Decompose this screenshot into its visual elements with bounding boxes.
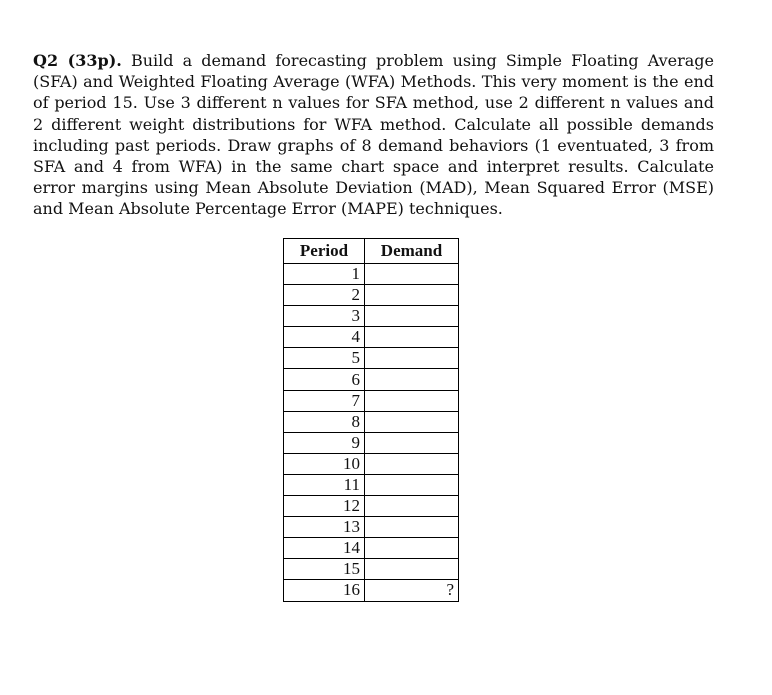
period-cell: 9 xyxy=(284,432,365,453)
table-header-row xyxy=(284,239,459,264)
period-cell: 3 xyxy=(284,306,365,327)
table-row xyxy=(284,390,459,411)
demand-cell xyxy=(365,306,459,327)
period-cell: 6 xyxy=(284,369,365,390)
demand-cell xyxy=(365,348,459,369)
table-row xyxy=(284,559,459,580)
period-cell: 10 xyxy=(284,453,365,474)
table-row xyxy=(284,285,459,306)
demand-cell xyxy=(365,411,459,432)
table-row xyxy=(284,496,459,517)
table-row xyxy=(284,474,459,495)
demand-cell xyxy=(365,496,459,517)
demand-cell: ? xyxy=(365,580,459,601)
period-cell: 13 xyxy=(284,517,365,538)
demand-cell xyxy=(365,538,459,559)
demand-cell xyxy=(365,474,459,495)
demand-cell xyxy=(365,285,459,306)
period-cell: 15 xyxy=(284,559,365,580)
demand-cell xyxy=(365,559,459,580)
demand-table xyxy=(283,238,459,602)
table-row xyxy=(284,264,459,285)
period-cell: 5 xyxy=(284,348,365,369)
period-cell: 14 xyxy=(284,538,365,559)
question-text xyxy=(33,50,714,220)
period-cell: 2 xyxy=(284,285,365,306)
table-row xyxy=(284,327,459,348)
table-row xyxy=(284,348,459,369)
table-row xyxy=(284,538,459,559)
demand-cell xyxy=(365,264,459,285)
table-row xyxy=(284,432,459,453)
table-row xyxy=(284,453,459,474)
question-label: Q2 (33p). xyxy=(33,51,122,70)
period-cell: 4 xyxy=(284,327,365,348)
header-period: Period xyxy=(284,239,365,264)
table-body xyxy=(284,264,459,602)
table-row xyxy=(284,411,459,432)
table-row xyxy=(284,517,459,538)
demand-cell xyxy=(365,369,459,390)
period-cell: 7 xyxy=(284,390,365,411)
demand-cell xyxy=(365,517,459,538)
demand-cell xyxy=(365,390,459,411)
period-cell: 11 xyxy=(284,474,365,495)
demand-cell xyxy=(365,432,459,453)
header-demand: Demand xyxy=(365,239,459,264)
demand-cell xyxy=(365,327,459,348)
period-cell: 12 xyxy=(284,496,365,517)
demand-cell xyxy=(365,453,459,474)
period-cell: 8 xyxy=(284,411,365,432)
question-body: Build a demand forecasting problem using Simple Floating Average (SFA) and Weighted Floating Average (WFA) Methods. This very moment is the end of period 15. Use 3 different n values for SFA method, use 2 different n values and 2 different weight distributions for WFA method. Calculate all possible demands including past periods. Draw graphs of 8 demand behaviors (1 eventuated, 3 from SFA and 4 from WFA) in the same chart space and interpret results. Calculate error margins using Mean Absolute Deviation (MAD), Mean Squared Error (MSE) and Mean Absolute Percentage Error (MAPE) techniques. xyxy=(33,51,714,219)
period-cell: 1 xyxy=(284,264,365,285)
table-row xyxy=(284,306,459,327)
period-cell: 16 xyxy=(284,580,365,601)
table-row xyxy=(284,369,459,390)
table-row xyxy=(284,580,459,601)
